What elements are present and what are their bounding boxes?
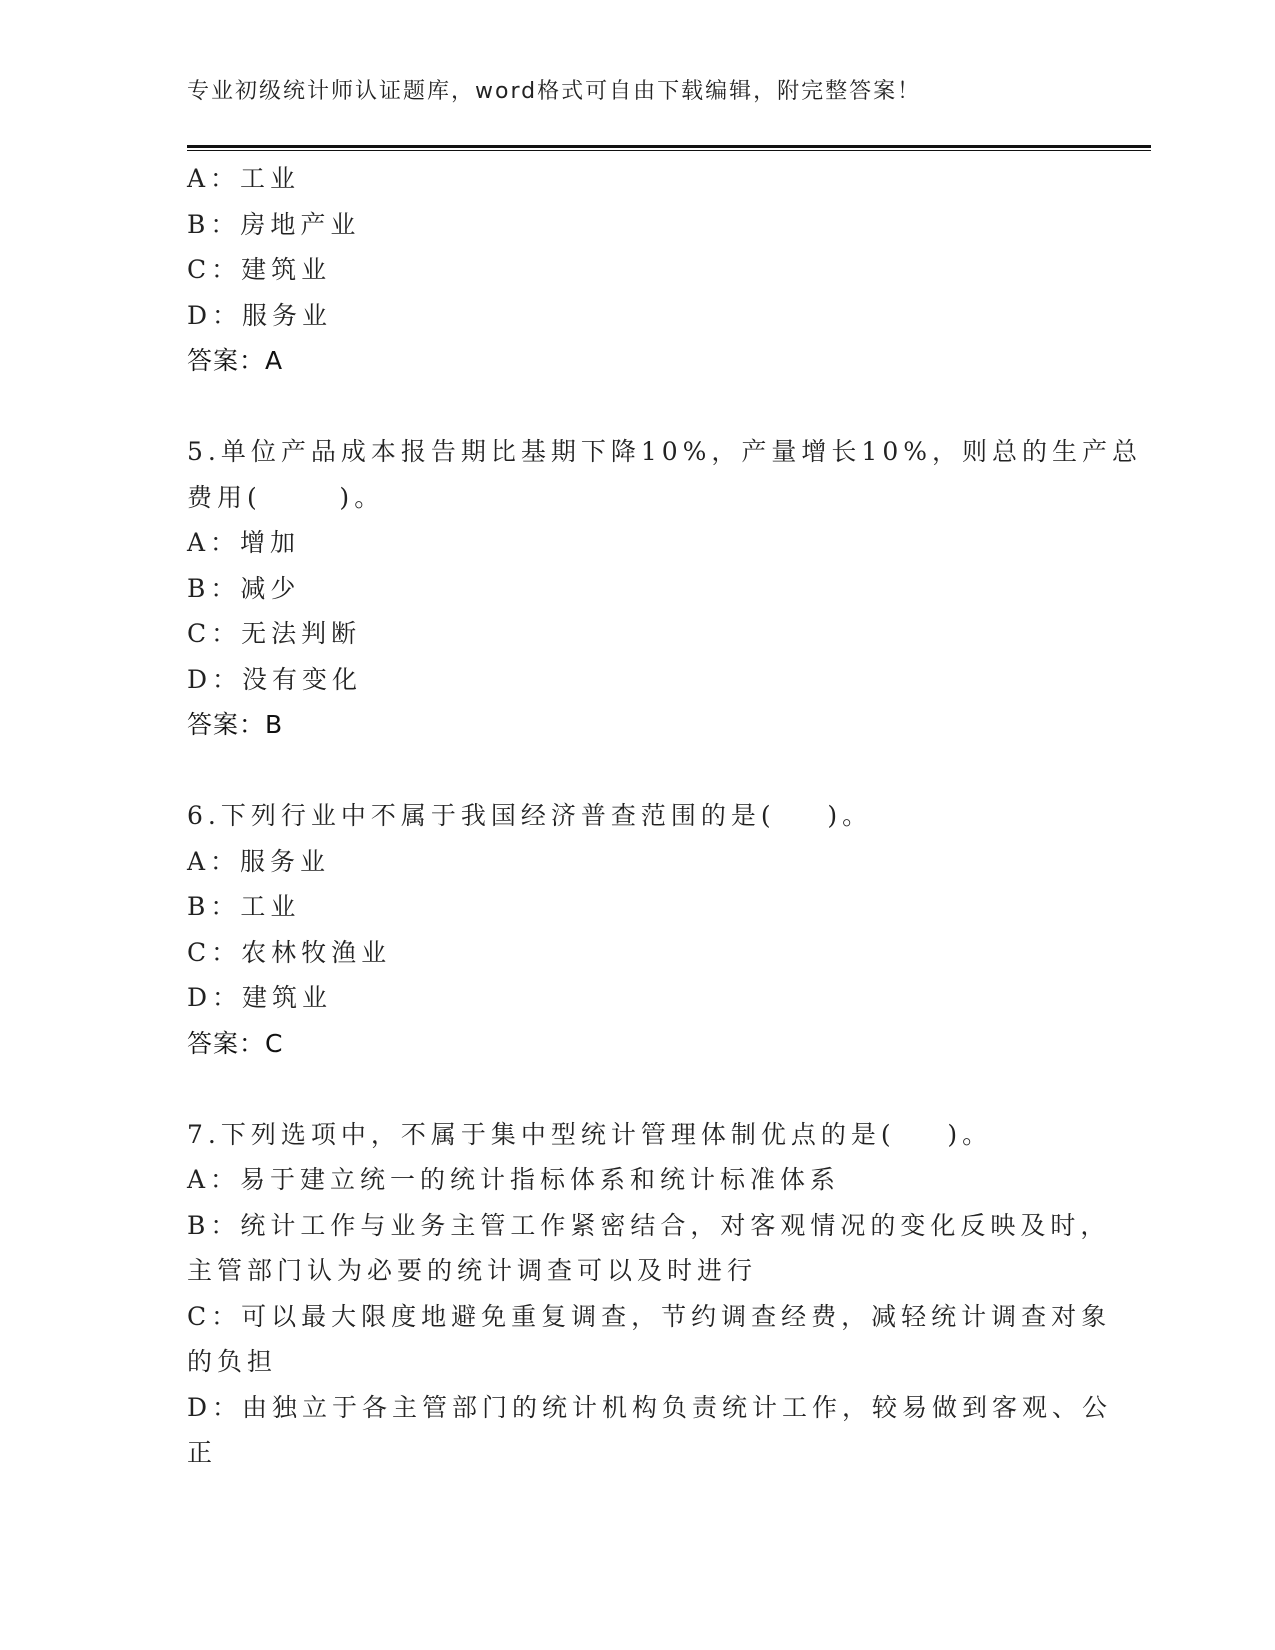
answer-line: 答案：A	[187, 346, 284, 375]
header-rule-thin	[187, 150, 1151, 151]
option-c-continued: 的负担	[187, 1347, 278, 1376]
option-c: C：无法判断	[187, 619, 362, 648]
question-stem: 5.单位产品成本报告期比基期下降10%，产量增长10%，则总的生产总	[187, 437, 1142, 466]
spacer	[187, 748, 1087, 794]
option-b: B：减少	[187, 573, 301, 603]
option-b: B：工业	[187, 892, 301, 921]
option-a: A：工业	[187, 164, 301, 193]
spacer	[187, 384, 1087, 430]
option-c: C：可以最大限度地避免重复调查，节约调查经费，减轻统计调查对象	[187, 1301, 1112, 1331]
option-c: C：建筑业	[187, 255, 332, 284]
question-7	[187, 1112, 1113, 1476]
option-c: C：农林牧渔业	[187, 937, 392, 967]
option-d-continued: 正	[187, 1438, 218, 1467]
option-d: D：由独立于各主管部门的统计机构负责统计工作，较易做到客观、公	[187, 1392, 1113, 1422]
option-a: A：易于建立统一的统计指标体系和统计标准体系	[187, 1165, 841, 1194]
option-d: D：建筑业	[187, 983, 333, 1012]
answer-line: 答案：C	[187, 1028, 284, 1058]
option-a: A：服务业	[187, 846, 331, 876]
question-stem: 费用( )。	[187, 482, 385, 512]
option-b: B：房地产业	[187, 209, 361, 239]
question-5	[187, 429, 1142, 748]
question-6	[187, 793, 1087, 1066]
option-b-continued: 主管部门认为必要的统计调查可以及时进行	[187, 1256, 758, 1285]
option-a: A：增加	[187, 528, 301, 557]
option-b: B：统计工作与业务主管工作紧密结合，对客观情况的变化反映及时，	[187, 1210, 1111, 1240]
header-rule-thick	[187, 145, 1151, 148]
page-header: 专业初级统计师认证题库，word格式可自由下载编辑，附完整答案！	[187, 79, 922, 104]
question-stem: 6.下列行业中不属于我国经济普查范围的是( )。	[187, 801, 873, 830]
question-4	[187, 156, 1087, 384]
question-content	[187, 156, 1142, 1476]
option-d: D：服务业	[187, 300, 333, 330]
spacer	[187, 1066, 1087, 1112]
option-d: D：没有变化	[187, 664, 363, 694]
question-stem: 7.下列选项中，不属于集中型统计管理体制优点的是( )。	[187, 1119, 993, 1149]
answer-line: 答案：B	[187, 710, 284, 739]
